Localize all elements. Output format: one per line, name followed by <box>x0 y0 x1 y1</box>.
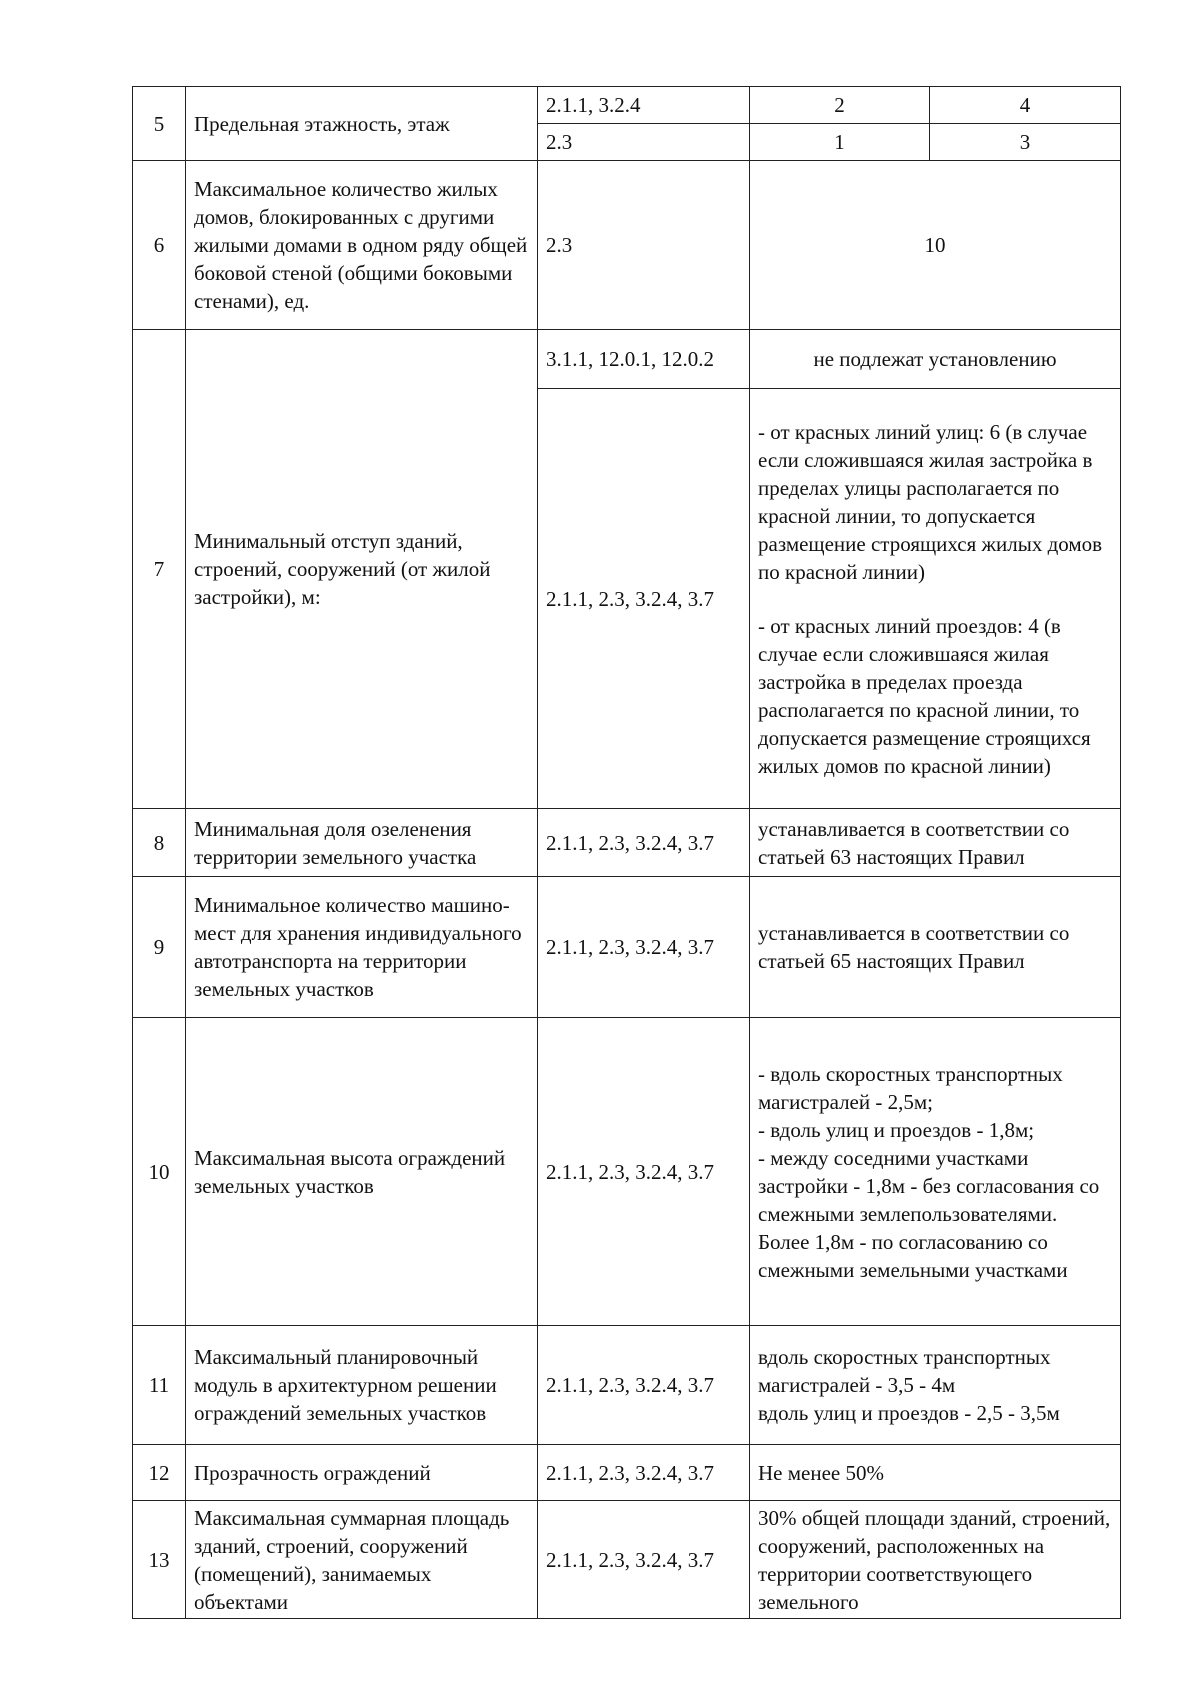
parameter-label: Минимальный отступ зданий, строений, сооружений (от жилой застройки), м: <box>186 330 538 809</box>
setback-driveways-text: - от красных линий проездов: 4 (в случае если сложившаяся жилая застройка в пределах проезда располагается по красной линии, то допускается размещение строящихся жилых домов по красной линии) <box>758 613 1091 778</box>
row-number: 5 <box>133 87 186 161</box>
zoning-parameters-table <box>132 86 1121 1619</box>
fence-height-line: - вдоль скоростных транспортных магистралей - 2,5м; <box>758 1061 1063 1114</box>
row-number: 8 <box>133 809 186 877</box>
parameter-label: Максимальная высота ограждений земельных участков <box>186 1018 538 1326</box>
fence-module-line: вдоль улиц и проездов - 2,5 - 3,5м <box>758 1401 1060 1425</box>
parameter-value: 4 <box>930 87 1121 124</box>
use-codes: 2.1.1, 2.3, 3.2.4, 3.7 <box>538 1326 750 1445</box>
table-row-11 <box>133 1326 1121 1445</box>
parameter-value <box>750 1018 1121 1326</box>
row-number: 13 <box>133 1501 186 1619</box>
parameter-label: Предельная этажность, этаж <box>186 87 538 161</box>
use-codes: 2.1.1, 2.3, 3.2.4, 3.7 <box>538 1445 750 1501</box>
parameter-value: не подлежат установлению <box>750 330 1121 389</box>
use-codes: 2.1.1, 2.3, 3.2.4, 3.7 <box>538 389 750 809</box>
parameter-label: Прозрачность ограждений <box>186 1445 538 1501</box>
table-row-5 <box>133 87 1121 124</box>
fence-module-line: вдоль скоростных транспортных магистралей - 3,5 - 4м <box>758 1345 1051 1397</box>
table-row-12 <box>133 1445 1121 1501</box>
use-codes: 2.3 <box>538 161 750 330</box>
use-codes: 2.1.1, 2.3, 3.2.4, 3.7 <box>538 1018 750 1326</box>
parameter-value: устанавливается в соответствии со статьей 63 настоящих Правил <box>750 809 1121 877</box>
table-row-10 <box>133 1018 1121 1326</box>
use-codes: 3.1.1, 12.0.1, 12.0.2 <box>538 330 750 389</box>
table-row-13 <box>133 1501 1121 1619</box>
parameter-value <box>750 389 1121 809</box>
row-number: 12 <box>133 1445 186 1501</box>
use-codes: 2.3 <box>538 124 750 161</box>
parameter-label: Максимальное количество жилых домов, блокированных с другими жилыми домами в одном ряду общей боковой стеной (общими боковыми стенами), ед. <box>186 161 538 330</box>
parameter-value <box>750 1326 1121 1445</box>
parameter-value: 2 <box>750 87 930 124</box>
fence-height-line: - между соседними участками застройки - 1,8м - без согласования со смежными землепользователями. Более 1,8м - по согласованию со смежными земельными участками <box>758 1145 1100 1282</box>
table-row-9 <box>133 877 1121 1018</box>
use-codes: 2.1.1, 2.3, 3.2.4, 3.7 <box>538 809 750 877</box>
use-codes: 2.1.1, 2.3, 3.2.4, 3.7 <box>538 1501 750 1619</box>
parameter-value: 30% общей площади зданий, строений, сооружений, расположенных на территории соответствующего земельного <box>750 1501 1121 1619</box>
parameter-label: Максимальная суммарная площадь зданий, строений, сооружений (помещений), занимаемых объектами <box>186 1501 538 1619</box>
row-number: 6 <box>133 161 186 330</box>
setback-streets-text: - от красных линий улиц: 6 (в случае если сложившаяся жилая застройка в пределах улицы располагается по красной линии, то допускается размещение строящихся жилых домов по красной линии) <box>758 419 1103 584</box>
parameter-label: Минимальное количество машино-мест для хранения индивидуального автотранспорта на территории земельных участков <box>186 877 538 1018</box>
use-codes: 2.1.1, 2.3, 3.2.4, 3.7 <box>538 877 750 1018</box>
parameter-value: устанавливается в соответствии со статьей 65 настоящих Правил <box>750 877 1121 1018</box>
parameter-value: 1 <box>750 124 930 161</box>
row-number: 7 <box>133 330 186 809</box>
row-number: 9 <box>133 877 186 1018</box>
parameter-label: Максимальный планировочный модуль в архитектурном решении ограждений земельных участков <box>186 1326 538 1445</box>
table-row-7 <box>133 330 1121 389</box>
table-row-8 <box>133 809 1121 877</box>
row-number: 11 <box>133 1326 186 1445</box>
parameter-value: 10 <box>750 161 1121 330</box>
row-number: 10 <box>133 1018 186 1326</box>
parameter-value: Не менее 50% <box>750 1445 1121 1501</box>
parameter-label: Минимальная доля озеленения территории земельного участка <box>186 809 538 877</box>
table-row-6 <box>133 161 1121 330</box>
fence-height-line: - вдоль улиц и проездов - 1,8м; <box>758 1117 1035 1142</box>
parameter-value: 3 <box>930 124 1121 161</box>
use-codes: 2.1.1, 3.2.4 <box>538 87 750 124</box>
